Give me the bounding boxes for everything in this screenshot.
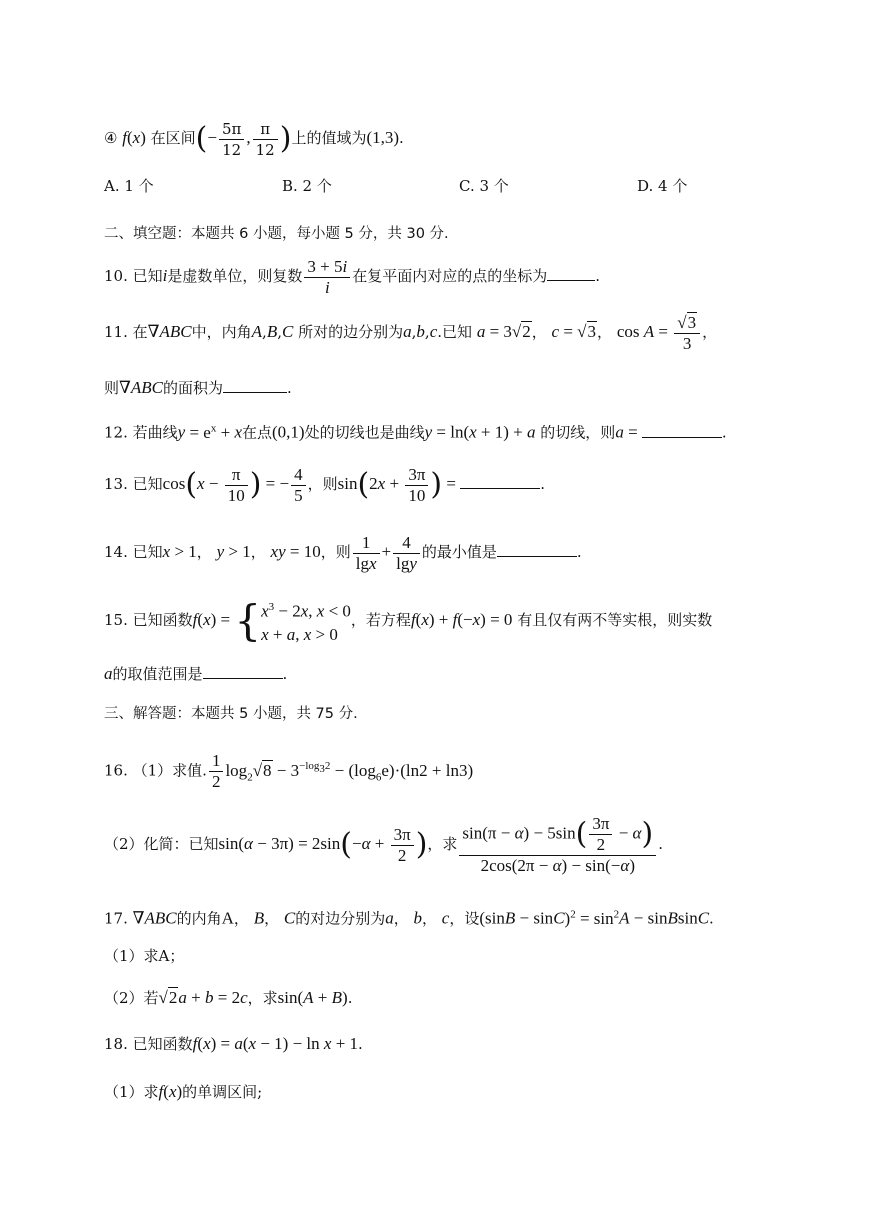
- section-heading: 二、填空题：本题共 6 小题，每小题 5 分，共 30 分.: [104, 226, 449, 242]
- question-17: 17. ∇ABC的内角A， B， C的对边分别为a， b， c，设$(\sin B - \sin C)^2 = \sin^2A$ − sinBsinC.: [104, 908, 714, 928]
- fraction: $\frac{1}{2}$: [209, 751, 224, 792]
- question-15-line-2: a的取值范围是 .: [104, 664, 288, 683]
- fraction: sin(π − α) − 5sin( $\frac{3\pi}{2}$ − α) 2cos(2π − α) − sin(−α): [459, 814, 656, 876]
- question-11-line-2: 则∇ABC的面积为 .: [104, 378, 292, 397]
- fraction: $\frac{1}{\lg x}$: [353, 533, 380, 574]
- question-17-part-1: （1）求A；: [104, 947, 185, 965]
- question-17-part-2: （2）若√2a + b = 2c，求sin(A + B).: [104, 988, 353, 1007]
- answer-blank: [497, 556, 577, 557]
- question-16-part-1: 16. （1）求值. $\frac{1}{2}$ $\log_2√8 - 3^{-log_32} - (\log_6e)\cdot(\ln 2 + \ln 3)$: [104, 751, 474, 792]
- question-13: 13. 已知cos(x − $\frac{\pi}{10}$ ) = − $\frac{4}{5}$ ，则sin(2x + $\frac{3\pi}{10}$ ) = .: [104, 464, 545, 505]
- option-c: C. 3 个: [459, 177, 509, 195]
- question-14: 14. 已知x > 1， y > 1， xy = 10，则 $\frac{1}{\lg x}$ + $\frac{4}{\lg y}$ 的最小值是 .: [104, 532, 582, 573]
- answer-options: [104, 176, 724, 198]
- answer-blank: [460, 488, 540, 489]
- question-18: 18. 已知函数f(x) = a(x − 1) − ln x + 1.: [104, 1034, 363, 1053]
- question-15: 15. 已知函数f(x) = { $x^3 - 2x$, x < 0 x + a, x > 0 ，若方程f(x) + f(−x) = 0 有且仅有两不等实根，则实数: [104, 594, 712, 647]
- piecewise-cases: $x^3 - 2x$, x < 0 x + a, x > 0: [261, 600, 351, 645]
- fraction: $\frac{\pi}{12}$: [253, 119, 278, 160]
- question-11: 11. 在∇ABC中，内角A,B,C 所对的边分别为a,b,c.已知 a = 3√2， c = √3， cos A = $\frac{√3}{3}$ ，: [104, 312, 718, 353]
- fraction: $\frac{√3}{3}$: [674, 313, 700, 354]
- option-a: A. 1 个: [104, 177, 154, 195]
- fraction: $\frac{3 + 5i}{i}$: [304, 257, 350, 298]
- fraction: $\frac{3\pi}{10}$: [405, 465, 428, 506]
- answer-blank: [642, 437, 722, 438]
- option-b: B. 2 个: [282, 177, 332, 195]
- answer-blank: [223, 392, 287, 393]
- fraction: $\frac{4}{5}$: [291, 465, 306, 506]
- option-d: D. 4 个: [637, 177, 688, 195]
- fraction: $\frac{4}{\lg y}$: [393, 533, 420, 574]
- answer-blank: [203, 678, 283, 679]
- question-18-part-1: （1）求f(x)的单调区间;: [104, 1082, 263, 1101]
- fraction: $\frac{5\pi}{12}$: [219, 119, 244, 160]
- question-16-part-2: （2）化简：已知sin(α − 3π) = 2sin(−α + $\frac{3\pi}{2}$ )，求 sin(π − α) − 5sin( $\frac{3\pi}{2}$ − α) 2cos(2π − α) − sin(−α) .: [104, 814, 663, 875]
- fraction: $\frac{\pi}{10}$: [225, 465, 248, 506]
- item-4: ④ f(x) 在区间(− $\frac{5\pi}{12}$ , $\frac{\pi}{12}$ )上的值域为(1,3).: [104, 119, 404, 159]
- question-12: 12. 若曲线$y = e^x + x$在点(0,1)处的切线也是曲线y = ln(x + 1) + a 的切线，则a = .: [104, 422, 727, 442]
- fraction: $\frac{3\pi}{2}$: [391, 825, 414, 866]
- section-heading: 三、解答题：本题共 5 小题，共 75 分.: [104, 706, 358, 722]
- item-marker: ④: [104, 129, 118, 147]
- question-10: 10. 已知i是虚数单位，则复数 $\frac{3 + 5i}{i}$ 在复平面内对应的点的坐标为 .: [104, 256, 601, 297]
- answer-blank: [547, 280, 595, 281]
